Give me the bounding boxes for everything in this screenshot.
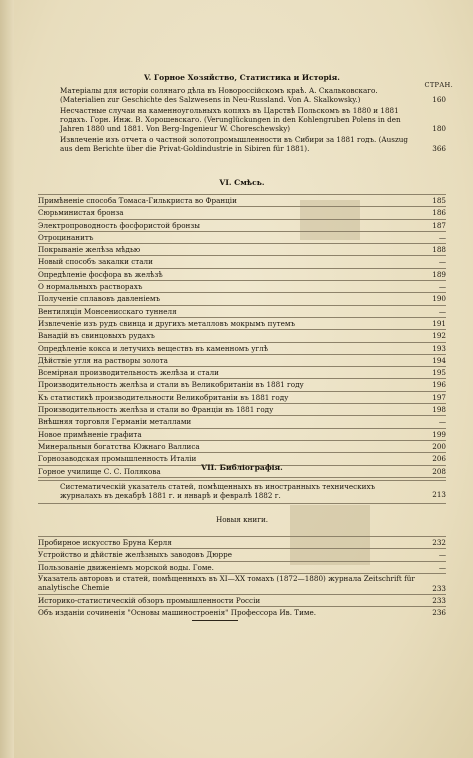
entry-page: 197	[432, 392, 446, 402]
entry-text: Устройство и дѣйствіе желѣзныхъ заводовъ Дюрре	[38, 550, 232, 560]
toc-entry	[38, 574, 446, 595]
entry-page: 194	[432, 355, 446, 365]
entry-text: Производительность желѣза и стали въ Великобританіи въ 1881 году	[38, 380, 304, 390]
entry-text: Объ изданіи сочиненія "Основы машиностроенія" Профессора Ив. Тиме.	[38, 608, 316, 617]
entry-text: Горное училище С. С. Полякова	[38, 466, 161, 476]
toc-entry	[38, 330, 446, 342]
entry-text: Пользованіе движеніемъ морской воды. Гоме.	[38, 562, 214, 572]
section-title: VI. Смѣсь.	[219, 178, 265, 187]
entry-page: 233	[432, 595, 446, 605]
entry-text: Новое примѣненіе графита	[38, 429, 142, 439]
entry-text: Покрываніе желѣза мѣдью	[38, 245, 141, 255]
entry-page: 233	[432, 583, 446, 593]
entry-text: Указатель авторовъ и статей, помѣщенныхъ въ XI—XX томахъ (1872—1880) журнала Zeitschrift für analytische Chemie	[38, 573, 415, 592]
entry-text: Всемірная производительность желѣза и стали	[38, 368, 219, 378]
entry-text: Новый способъ закалки стали	[38, 257, 153, 267]
toc-entry	[38, 232, 446, 244]
entry-page: —	[438, 306, 446, 316]
entry-text: Опредѣленіе фосфора въ желѣзѣ	[38, 269, 163, 279]
toc-entry	[38, 537, 446, 549]
toc-entry	[38, 480, 446, 504]
entry-page: 192	[432, 331, 446, 341]
toc-entry	[38, 416, 446, 428]
toc-entry	[38, 379, 446, 391]
toc-entry	[38, 343, 446, 355]
toc-entry	[38, 220, 446, 232]
section-title: VII. Библіографія.	[201, 463, 283, 472]
entry-page: 191	[432, 318, 446, 328]
entry-page: 193	[432, 343, 446, 353]
entry-text: Горнозаводская промышленность Италіи	[38, 454, 197, 464]
section-title: V. Горное Хозяйство, Статистика и Исторія.	[144, 73, 340, 82]
entry-page: —	[438, 417, 446, 427]
entry-page: 199	[432, 429, 446, 439]
entry-page: 366	[432, 144, 446, 154]
entry-page: 190	[432, 294, 446, 304]
section-6-entries	[38, 194, 446, 478]
toc-entry	[38, 87, 446, 105]
entry-text: Полученіе сплавовъ давленіемъ	[38, 294, 161, 304]
toc-entry	[38, 293, 446, 305]
entry-text: Извлеченіе изъ рудъ свинца и другихъ металловъ мокрымъ путемъ	[38, 318, 296, 328]
toc-entry	[38, 549, 446, 561]
toc-entry	[38, 607, 446, 618]
toc-entry	[38, 281, 446, 293]
entry-text: О нормальныхъ растворахъ	[38, 282, 143, 292]
toc-entry	[38, 269, 446, 281]
section-7	[38, 463, 446, 473]
closing-rule	[192, 620, 238, 621]
entry-text: Дѣйствіе угля на растворы золота	[38, 355, 168, 365]
entry-page: —	[438, 257, 446, 267]
toc-entry	[38, 367, 446, 379]
entry-text: Извлеченіе изъ отчета о частной золотопромышленности въ Сибири за 1881 годъ. (Auszug aus dem Berichte über die Privat-Goldindustrie in Sibiren für 1881).	[60, 135, 408, 153]
binding-edge	[0, 0, 14, 758]
entry-text: Вентиляція Монсенисскаго туннеля	[38, 306, 177, 316]
subsection-title: Новыя книги.	[215, 515, 269, 524]
entry-text: Производительность желѣза и стали во Франціи въ 1881 году	[38, 405, 274, 415]
entry-text: Несчастные случаи на каменноугольныхъ копяхъ въ Царствѣ Польскомъ въ 1880 и 1881 годахъ. Горн. Инж. В. Хорошевскаго. (Verunglückungen in den Kohlengruben Polens in den Jahren 1880 und 1881. Von Berg-Ingenieur W. Choreschewsky)	[60, 106, 401, 133]
entry-text: Отроцинанитъ	[38, 232, 94, 242]
new-books-header	[38, 515, 446, 524]
entry-text: Электропроводность фосфористой бронзы	[38, 220, 200, 230]
entry-text: Систематическій указатель статей, помѣщенныхъ въ иностранныхъ техническихъ журналахъ въ декабрѣ 1881 г. и январѣ и февралѣ 1882 г.	[60, 482, 376, 500]
entry-text: Къ статистикѣ производительности Великобританіи въ 1881 году	[38, 392, 289, 402]
entry-page: 187	[432, 220, 446, 230]
entry-page: 208	[432, 466, 446, 476]
entry-page: 206	[432, 454, 446, 464]
toc-entry	[38, 107, 446, 134]
toc-entry	[38, 306, 446, 318]
toc-entry	[38, 562, 446, 574]
page-column-header: СТРАН.	[424, 81, 453, 89]
entry-page: 213	[432, 490, 446, 500]
entry-text: Историко-статистическій обзоръ промышленности Россіи	[38, 595, 261, 605]
section-5-entries	[38, 87, 446, 154]
toc-entry	[38, 355, 446, 367]
toc-entry	[38, 244, 446, 256]
entry-text: Опредѣленіе кокса и летучихъ веществъ въ каменномъ углѣ	[38, 343, 269, 353]
entry-page: 196	[432, 380, 446, 390]
toc-entry	[38, 429, 446, 441]
entry-page: 232	[432, 538, 446, 547]
toc-entry	[38, 207, 446, 219]
entry-page: —	[438, 282, 446, 292]
entry-text: Матеріалы для исторіи солянаго дѣла въ Новороссійскомъ краѣ. А. Скальковскаго. (Materialien zur Geschichte des Salzwesens in Neu-Russland. Von A. Skalkowsky.)	[60, 86, 378, 104]
toc-entry	[38, 392, 446, 404]
entry-page: 185	[432, 196, 446, 205]
entry-text: Ванадій въ свинцовыхъ рудахъ	[38, 331, 155, 341]
entry-page: —	[438, 562, 446, 572]
entry-page: 180	[432, 124, 446, 134]
section-5	[38, 73, 446, 83]
entry-page: 195	[432, 368, 446, 378]
toc-entry	[38, 441, 446, 453]
entry-page: 198	[432, 405, 446, 415]
entry-page: —	[438, 232, 446, 242]
new-books-entries	[38, 536, 446, 618]
entry-text: Минеральныя богатства Южнаго Валлиса	[38, 441, 200, 451]
entry-page: —	[438, 550, 446, 560]
section-7-entries	[38, 480, 446, 504]
entry-page: 188	[432, 245, 446, 255]
toc-entry	[38, 595, 446, 607]
toc-entry	[38, 136, 446, 154]
entry-page: 186	[432, 208, 446, 218]
entry-text: Сюрьминистая бронза	[38, 208, 124, 218]
section-6	[38, 178, 446, 188]
toc-entry	[38, 318, 446, 330]
entry-page: 236	[432, 608, 446, 617]
entry-page: 160	[432, 95, 446, 105]
toc-entry	[38, 404, 446, 416]
entry-text: Примѣненіе способа Томаса-Гилькриста во Франціи	[38, 196, 237, 205]
entry-page: 189	[432, 269, 446, 279]
toc-entry	[38, 195, 446, 207]
entry-text: Внѣшняя торговля Германіи металлами	[38, 417, 192, 427]
entry-text: Пробирное искусство Бруна Керля	[38, 538, 172, 547]
entry-page: 200	[432, 441, 446, 451]
toc-entry	[38, 256, 446, 268]
